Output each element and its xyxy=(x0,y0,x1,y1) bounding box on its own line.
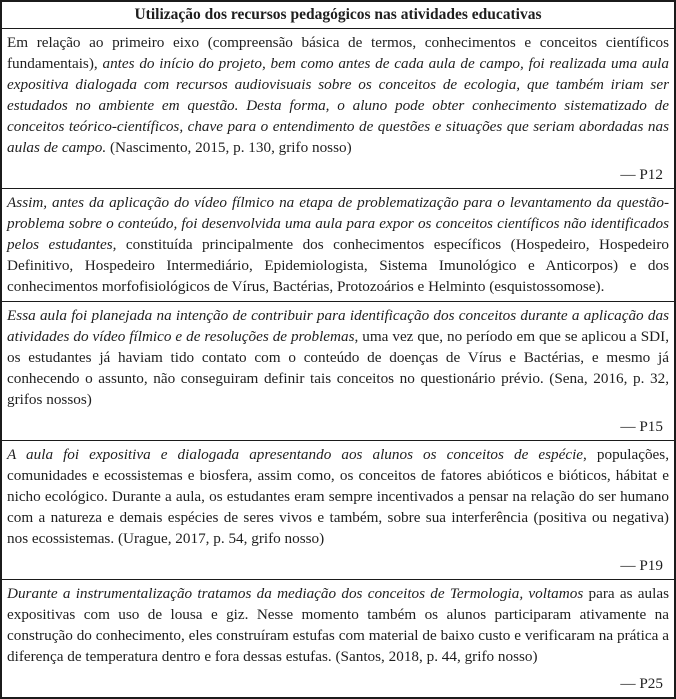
quote-segment: (Nascimento, 2015, p. 130, grifo nosso) xyxy=(106,139,352,156)
table-row xyxy=(2,29,674,189)
quote-segment: , uma vez que, no período em que se aplicou a SDI, os estudantes já haviam tido contato com o conteúdo de doenças de Vírus e Bactérias, e mesmo já conhecendo o assunto, não conseguiram definir tais conceitos no questionário prévio. (Sena, 2016, p. 32, grifos nossos) xyxy=(7,328,669,408)
quote-paragraph xyxy=(7,305,669,410)
quote-segment: para as aulas expositivas com uso de lousa e giz. Nesse momento também os alunos participaram ativamente na construção do conhecimento, eles construíram estufas com material de baixo custo e verificaram na prática a diferença de temperatura dentro e fora dessas estufas. (Santos, 2018, p. 44, grifo nosso) xyxy=(7,585,669,665)
table-row xyxy=(2,302,674,441)
quote-segment: Em relação ao primeiro eixo (compreensão básica de termos, conhecimentos e conceitos científicos fundamentais), xyxy=(7,34,669,72)
participant-marker: — P12 xyxy=(620,166,663,183)
quote-segment-italic: A aula foi expositiva e dialogada apresentando aos alunos os conceitos de espécie xyxy=(7,446,584,463)
table-row xyxy=(2,580,674,697)
participant-marker: — P19 xyxy=(620,557,663,574)
quote-segment-italic: Assim, antes da aplicação do vídeo fílmico na etapa de problematização para o levantamento da questão-problema sobre o conteúdo, foi desenvolvida uma aula para expor os conceitos científicos não identificados pelos estudantes, xyxy=(7,194,669,253)
quote-paragraph xyxy=(7,192,669,297)
quote-paragraph xyxy=(7,32,669,158)
quote-segment-italic: Essa aula foi planejada na intenção de contribuir para identificação dos conceitos durante a aplicação das atividades do vídeo fílmico e de resoluções de problemas xyxy=(7,307,669,345)
participant-marker: — P25 xyxy=(620,675,663,692)
quote-paragraph xyxy=(7,583,669,667)
quote-segment-italic: Durante a instrumentalização tratamos da mediação dos conceitos de Termologia, voltamos xyxy=(7,585,584,602)
participant-marker: — P15 xyxy=(620,418,663,435)
quote-paragraph xyxy=(7,444,669,549)
table-rows xyxy=(2,29,674,697)
quote-segment: , populações, comunidades e ecossistemas e biosfera, assim como, os conceitos de fatores abióticos e bióticos, hábitat e nicho ecológico. Durante a aula, os estudantes eram sempre incentivados a pensar na relação do ser humano com a natureza e demais espécies de seres vivos e também, sobre sua interferência (positiva ou negativa) nos ecossistemas. (Urague, 2017, p. 54, grifo nosso) xyxy=(7,446,670,547)
table-row xyxy=(2,189,674,302)
table-title: Utilização dos recursos pedagógicos nas atividades educativas xyxy=(2,2,674,29)
quote-segment: constituída principalmente dos conhecimentos específicos (Hospedeiro, Hospedeiro Definitivo, Hospedeiro Intermediário, Epidemiologista, Sistema Imunológico e Anticorpos) e dos conhecimentos morfofisiológicos de Vírus, Bactérias, Protozoários e Helminto (esquistossomose). xyxy=(7,236,669,295)
table-row xyxy=(2,441,674,580)
quote-segment-italic: antes do início do projeto, bem como antes de cada aula de campo, foi realizada uma aula expositiva dialogada com recursos audiovisuais sobre os conceitos de ecologia, que também iriam ser estudados no ambiente em questão. Desta forma, o aluno pode obter conhecimento sistematizado de conceitos teórico-científicos, chave para o entendimento de questões e situações que seriam abordadas nas aulas de campo. xyxy=(7,55,669,156)
